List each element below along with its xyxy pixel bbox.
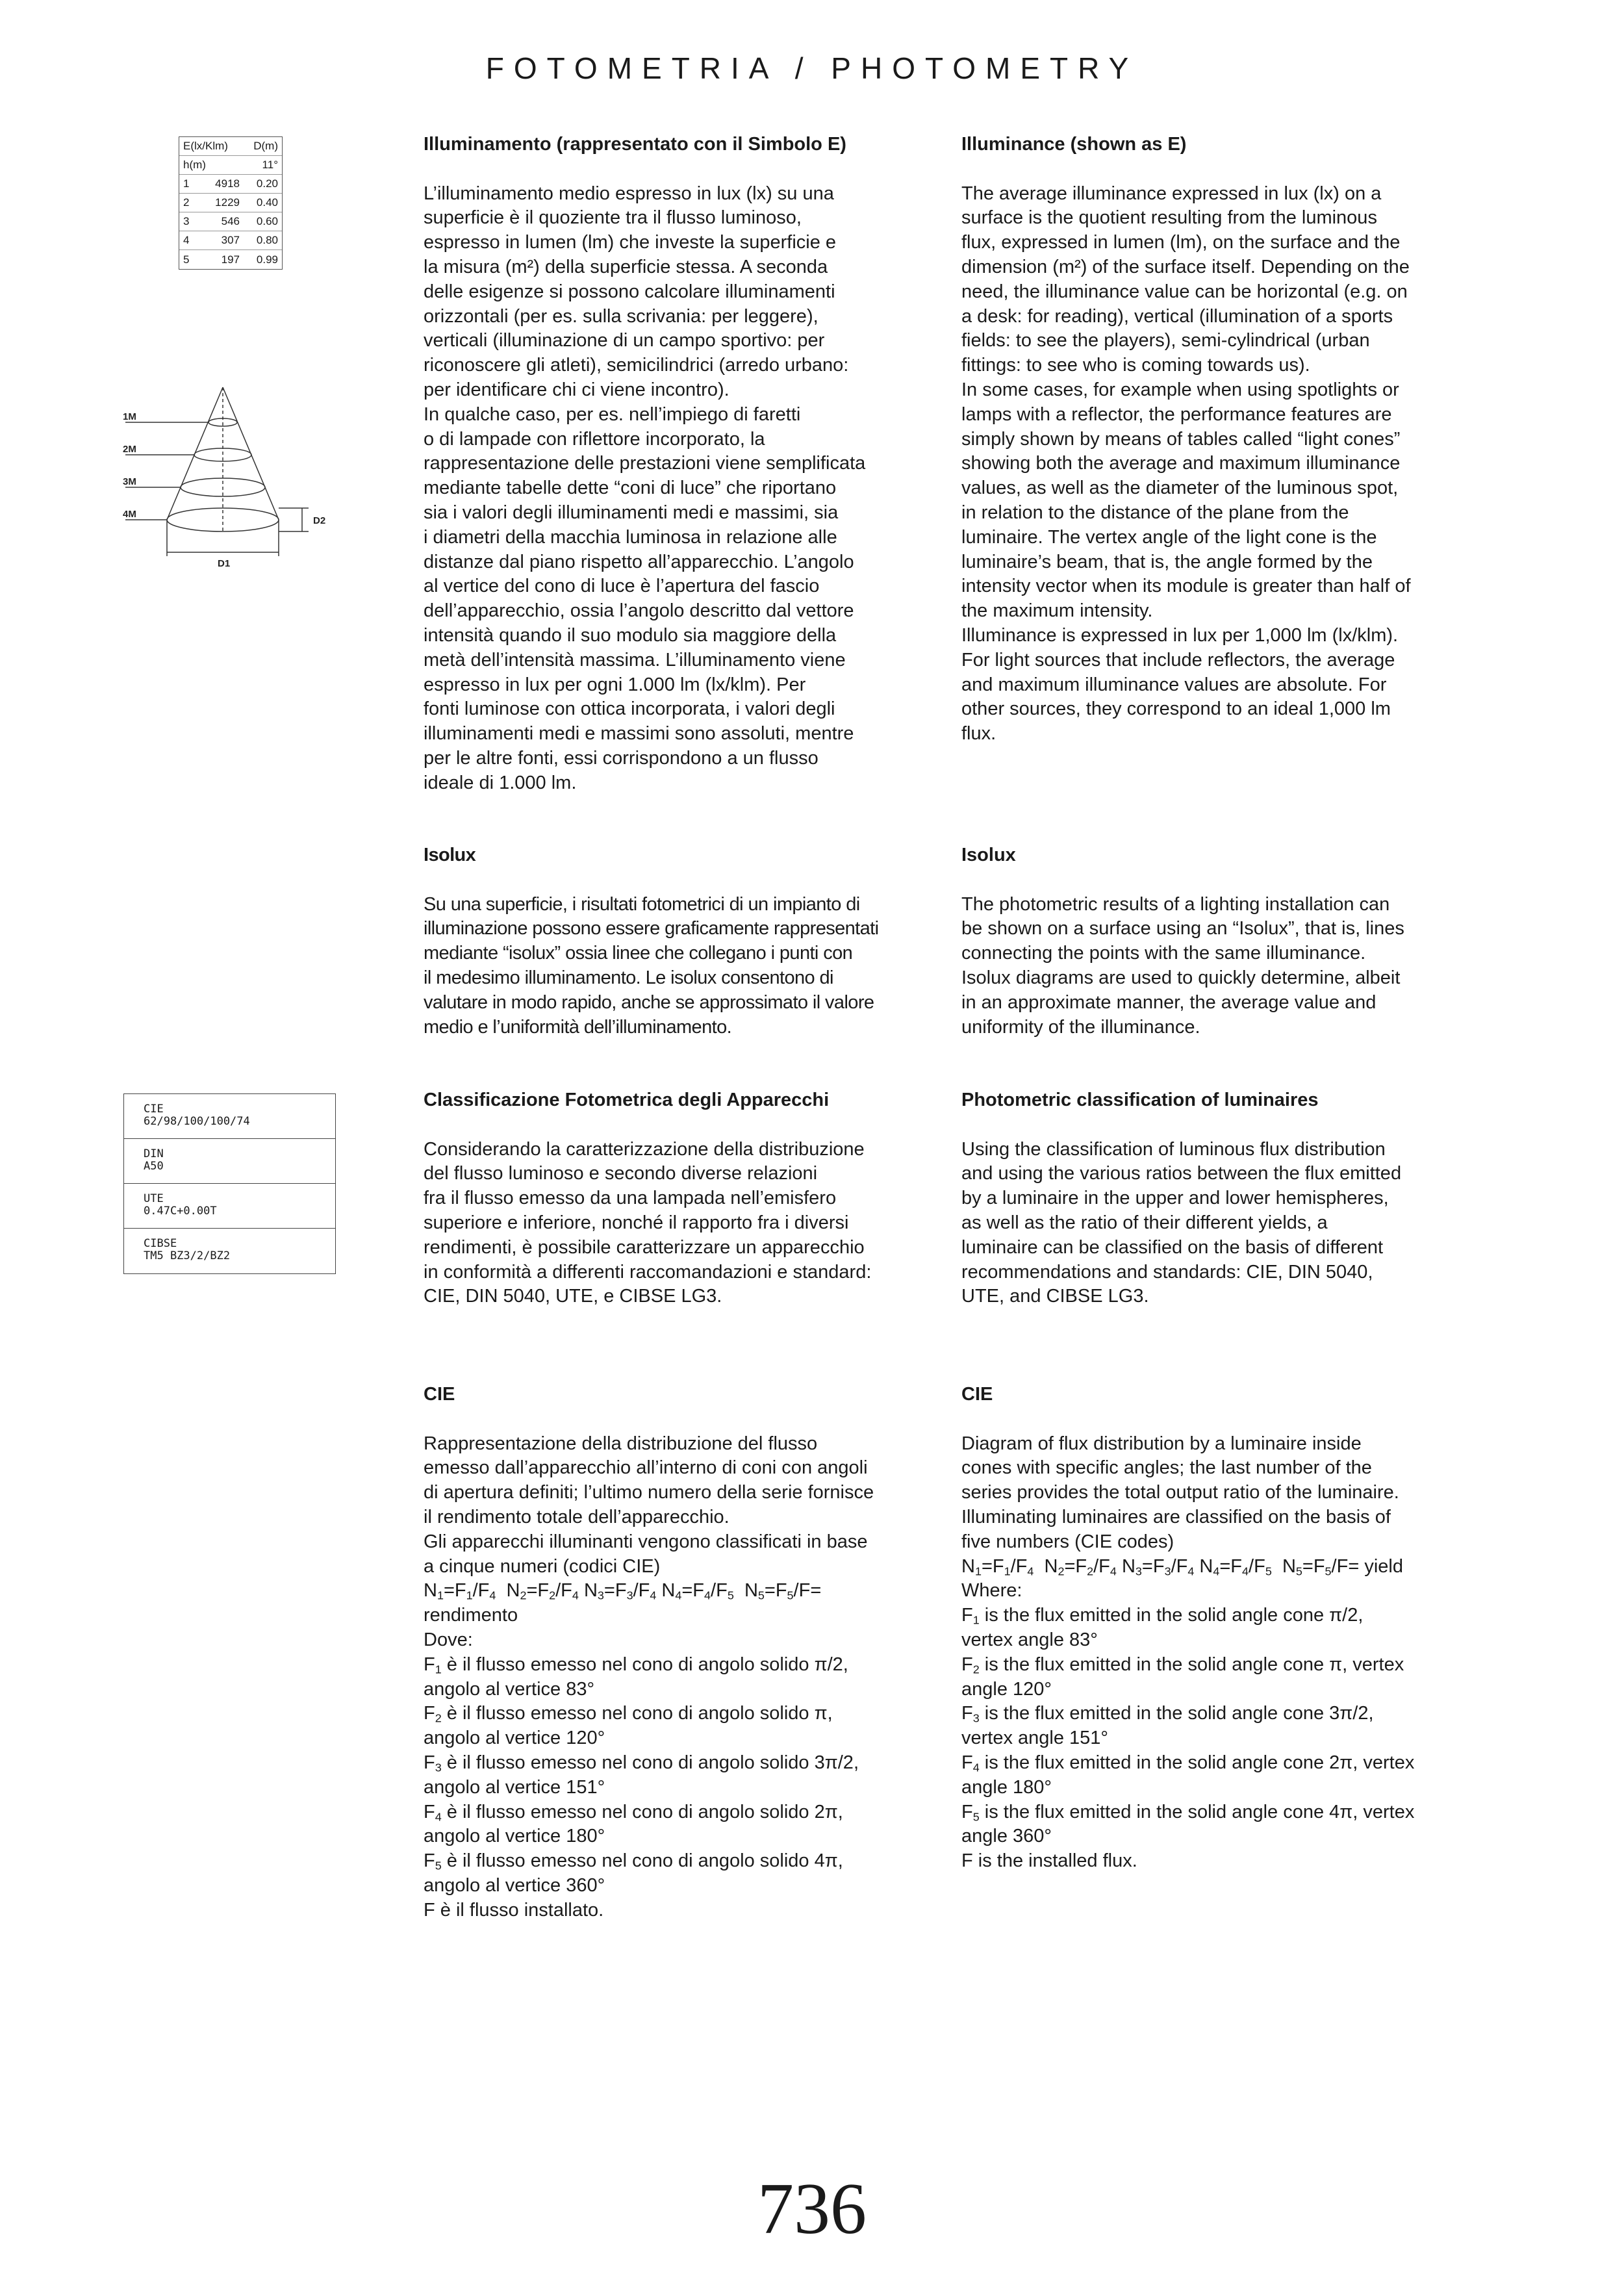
section-illuminance-it [424,133,917,796]
cell-d: 0.60 [256,215,278,227]
level-label-2m: 2M [123,444,136,455]
classification-value: A50 [144,1160,164,1173]
section-heading: Photometric classification of luminaires [961,1090,1319,1110]
cell-h: 3 [183,215,190,227]
cell-e: 4918 [215,177,240,190]
section-body: Diagram of flux distribution by a luminaire inside cones with specific angles; the last number of the series provides the total output ratio of the luminaire. Illuminating luminaires are classified on the basis of five numbers (CIE codes) [961,1433,1399,1552]
cell-d: 0.20 [256,177,278,190]
cie-where-label: Where: [961,1580,1022,1602]
section-cie-it [424,1383,917,1923]
cie-item: $F_5$ è il flusso emesso nel cono di angolo solido 4π, angolo al vertice 360° [424,1850,843,1896]
cie-item: $F_3$ is the flux emitted in the solid angle cone 3π/2, vertex angle 151° [961,1703,1374,1749]
level-label-3m: 3M [123,476,136,487]
cell-h: 1 [183,177,190,190]
subheader-angle: 11° [262,159,278,171]
cell-h: 5 [183,253,190,266]
section-illuminance-en [961,133,1455,747]
table-row [179,194,282,212]
cie-yield-label: yield [1364,1555,1403,1577]
section-body: Considerando la caratterizzazione della distribuzione del flusso luminoso e secondo diverse relazioni fra il flusso emesso da una lampada nell’emisfero superiore e inferiore, nonché il rapporto fra i diversi rendimenti, è possibile caratterizzare un apparecchio in conformità a differenti raccomandazioni e standard: CIE, DIN 5040, UTE, e CIBSE LG3. [424,1138,872,1307]
section-heading: Isolux [961,845,1016,865]
section-body: The average illuminance expressed in lux (lx) on a surface is the quotient resulting from the luminous flux, expressed in lumen (lm), on the surface and the dimension (m²) of the surface itself. Depending on the need, the illuminance value can be horizontal (e.g. on a desk: for reading), vertical (illumination of a sports fields: to see the players), semi-cylindrical (urban fittings: to see who is coming towards us). In some cases, for example when using spotlights or lamps with a reflector, the performance features are simply shown by means of tables called “light cones” showing both the average and maximum illuminance values, as well as the diameter of the luminous spot, in relation to the distance of the plane from the luminaire. The vertex angle of the light cone is the luminaire’s beam, that is, the angle formed by the intensity vector when its module is greater than half of the maximum intensity. Illuminance is expressed in lux per 1,000 lm (lx/klm). For light sources that include reflectors, the average and maximum illuminance values are absolute. For other sources, they correspond to an ideal 1,000 lm flux. [961,183,1411,745]
cell-d: 0.40 [256,196,278,209]
section-cie-en [961,1383,1455,1874]
cell-e: 307 [221,234,240,246]
d1-label: D1 [218,558,231,569]
cie-item: $F_1$ è il flusso emesso nel cono di angolo solido π/2, angolo al vertice 83° [424,1654,848,1700]
level-label-1m: 1M [123,411,136,422]
cell-e: 197 [221,253,240,266]
cie-item: $F_4$ is the flux emitted in the solid angle cone 2π, vertex angle 180° [961,1752,1415,1798]
classification-label: DIN [144,1147,164,1160]
classification-cibse [124,1229,335,1273]
classification-label: UTE [144,1192,164,1205]
classification-din [124,1139,335,1184]
subheader-height: h(m) [183,159,206,171]
table-subheader-row [179,156,282,175]
classification-label: CIE [144,1103,164,1116]
section-heading: Illuminance (shown as E) [961,134,1187,155]
section-heading: Classificazione Fotometrica degli Apparecchi [424,1090,830,1110]
cell-e: 546 [221,215,240,227]
cie-item: $F_5$ is the flux emitted in the solid angle cone 4π, vertex angle 360° [961,1801,1415,1847]
page-title: FOTOMETRIA / PHOTOMETRY [485,51,1139,85]
cell-d: 0.80 [256,234,278,246]
cie-final: F è il flusso installato. [424,1899,604,1921]
table-header-row [179,137,282,156]
d2-label: D2 [313,515,326,526]
section-heading: CIE [424,1384,455,1405]
section-isolux-en [961,843,1455,1040]
light-cone-diagram [120,382,341,577]
table-row [179,175,282,194]
section-classification-it [424,1088,917,1309]
header-diameter: D(m) [253,140,278,152]
cie-formula: $N_1=F_1/F_4$ $N_2=F_2/F_4$ $N_3=F_3/F_4$ $N_4=F_4/F_5$ $N_5=F_5/F=$ yield [961,1555,1403,1578]
cie-item: $F_1$ is the flux emitted in the solid angle cone π/2, vertex angle 83° [961,1605,1364,1650]
cie-item: $F_2$ is the flux emitted in the solid angle cone π, vertex angle 120° [961,1654,1404,1700]
section-body: L’illuminamento medio espresso in lux (lx) su una superficie è il quoziente tra il flusso luminoso, espresso in lumen (lm) che investe la superficie e la misura (m²) della superficie stessa. A seconda delle esigenze si possono calcolare illuminamenti orizzontali (per es. sulla scrivania: per leggere), verticali (illuminazione di un campo sportivo: per riconoscere gli atleti), semicilindrici (arredo urbano: per identificare chi ci viene incontro). In qualche caso, per es. nell’impiego di faretti o di lampade con riflettore incorporato, la rappresentazione delle prestazioni viene semplificata mediante tabelle dette “coni di luce” che riportano sia i valori degli illuminamenti medi e massimi, sia i diametri della macchia luminosa in relazione alle distanze dal piano rispetto all’apparecchio. L’angolo al vertice del cono di luce è l’apertura del fascio dell’apparecchio, ossia l’angolo descritto dal vettore intensità quando il suo modulo sia maggiore della metà dell’intensità massima. L’illuminamento viene espresso in lux per ogni 1.000 lm (lx/klm). Per fonti luminose con ottica incorporata, i valori degli illuminamenti medi e massimi sono assoluti, mentre per le altre fonti, essi corrispondono a un flusso ideale di 1.000 lm. [424,183,866,793]
illuminance-table [179,136,283,270]
header-illuminance: E(lx/Klm) [183,140,228,152]
cell-e: 1229 [215,196,240,209]
section-body: Using the classification of luminous flux distribution and using the various ratios between the flux emitted by a luminaire in the upper and lower hemispheres, as well as the ratio of their different yields, a luminaire can be classified on the basis of different recommendations and standards: CIE, DIN 5040, UTE, and CIBSE LG3. [961,1138,1402,1307]
table-row [179,250,282,269]
cie-item: $F_3$ è il flusso emesso nel cono di angolo solido 3π/2, angolo al vertice 151° [424,1752,859,1798]
section-heading: Isolux [424,845,476,865]
cie-formula: $N_1=F_1/F_4$ $N_2=F_2/F_4$ $N_3=F_3/F_4$ $N_4=F_4/F_5$ $N_5=F_5/F=$ [424,1580,822,1602]
classification-value: 62/98/100/100/74 [144,1115,250,1128]
section-heading: Illuminamento (rappresentato con il Simbolo E) [424,134,846,155]
cell-h: 4 [183,234,190,246]
section-body: Rappresentazione della distribuzione del flusso emesso dall’apparecchio all’interno di coni con angoli di apertura definiti; l’ultimo numero della serie fornisce il rendimento totale dell’apparecchio. Gli apparecchi illuminanti vengono classificati in base a cinque numeri (codici CIE) [424,1433,874,1577]
cie-final: F is the installed flux. [961,1850,1137,1872]
classification-cie [124,1094,335,1139]
cie-yield-label: rendimento [424,1605,518,1626]
level-label-4m: 4M [123,509,136,520]
section-body: Su una superficie, i risultati fotometrici di un impianto di illuminazione possono essere graficamente rappresentati mediante “isolux” ossia linee che collegano i punti con il medesimo illuminamento. Le isolux consentono di valutare in modo rapido, anche se approssimato il valore medio e l’uniformità dell’illuminamento. [424,893,879,1038]
section-classification-en [961,1088,1455,1309]
section-body: The photometric results of a lighting installation can be shown on a surface using an “Isolux”, that is, lines connecting the points with the same illuminance. Isolux diagrams are used to quickly determine, albeit in an approximate manner, the average value and uniformity of the illuminance. [961,893,1404,1038]
section-heading: CIE [961,1384,993,1405]
section-isolux-it [424,843,917,1040]
classification-label: CIBSE [144,1237,177,1250]
cie-item: $F_2$ è il flusso emesso nel cono di angolo solido π, angolo al vertice 120° [424,1703,833,1749]
table-row [179,212,282,231]
classification-ute [124,1184,335,1229]
table-row [179,231,282,250]
page-number: 736 [757,2169,867,2249]
classification-box [123,1093,336,1274]
cie-where-label: Dove: [424,1629,473,1650]
cell-d: 0.99 [256,253,278,266]
classification-value: TM5 BZ3/2/BZ2 [144,1249,231,1262]
classification-value: 0.47C+0.00T [144,1205,217,1218]
cie-item: $F_4$ è il flusso emesso nel cono di angolo solido 2π, angolo al vertice 180° [424,1801,843,1847]
cell-h: 2 [183,196,190,209]
